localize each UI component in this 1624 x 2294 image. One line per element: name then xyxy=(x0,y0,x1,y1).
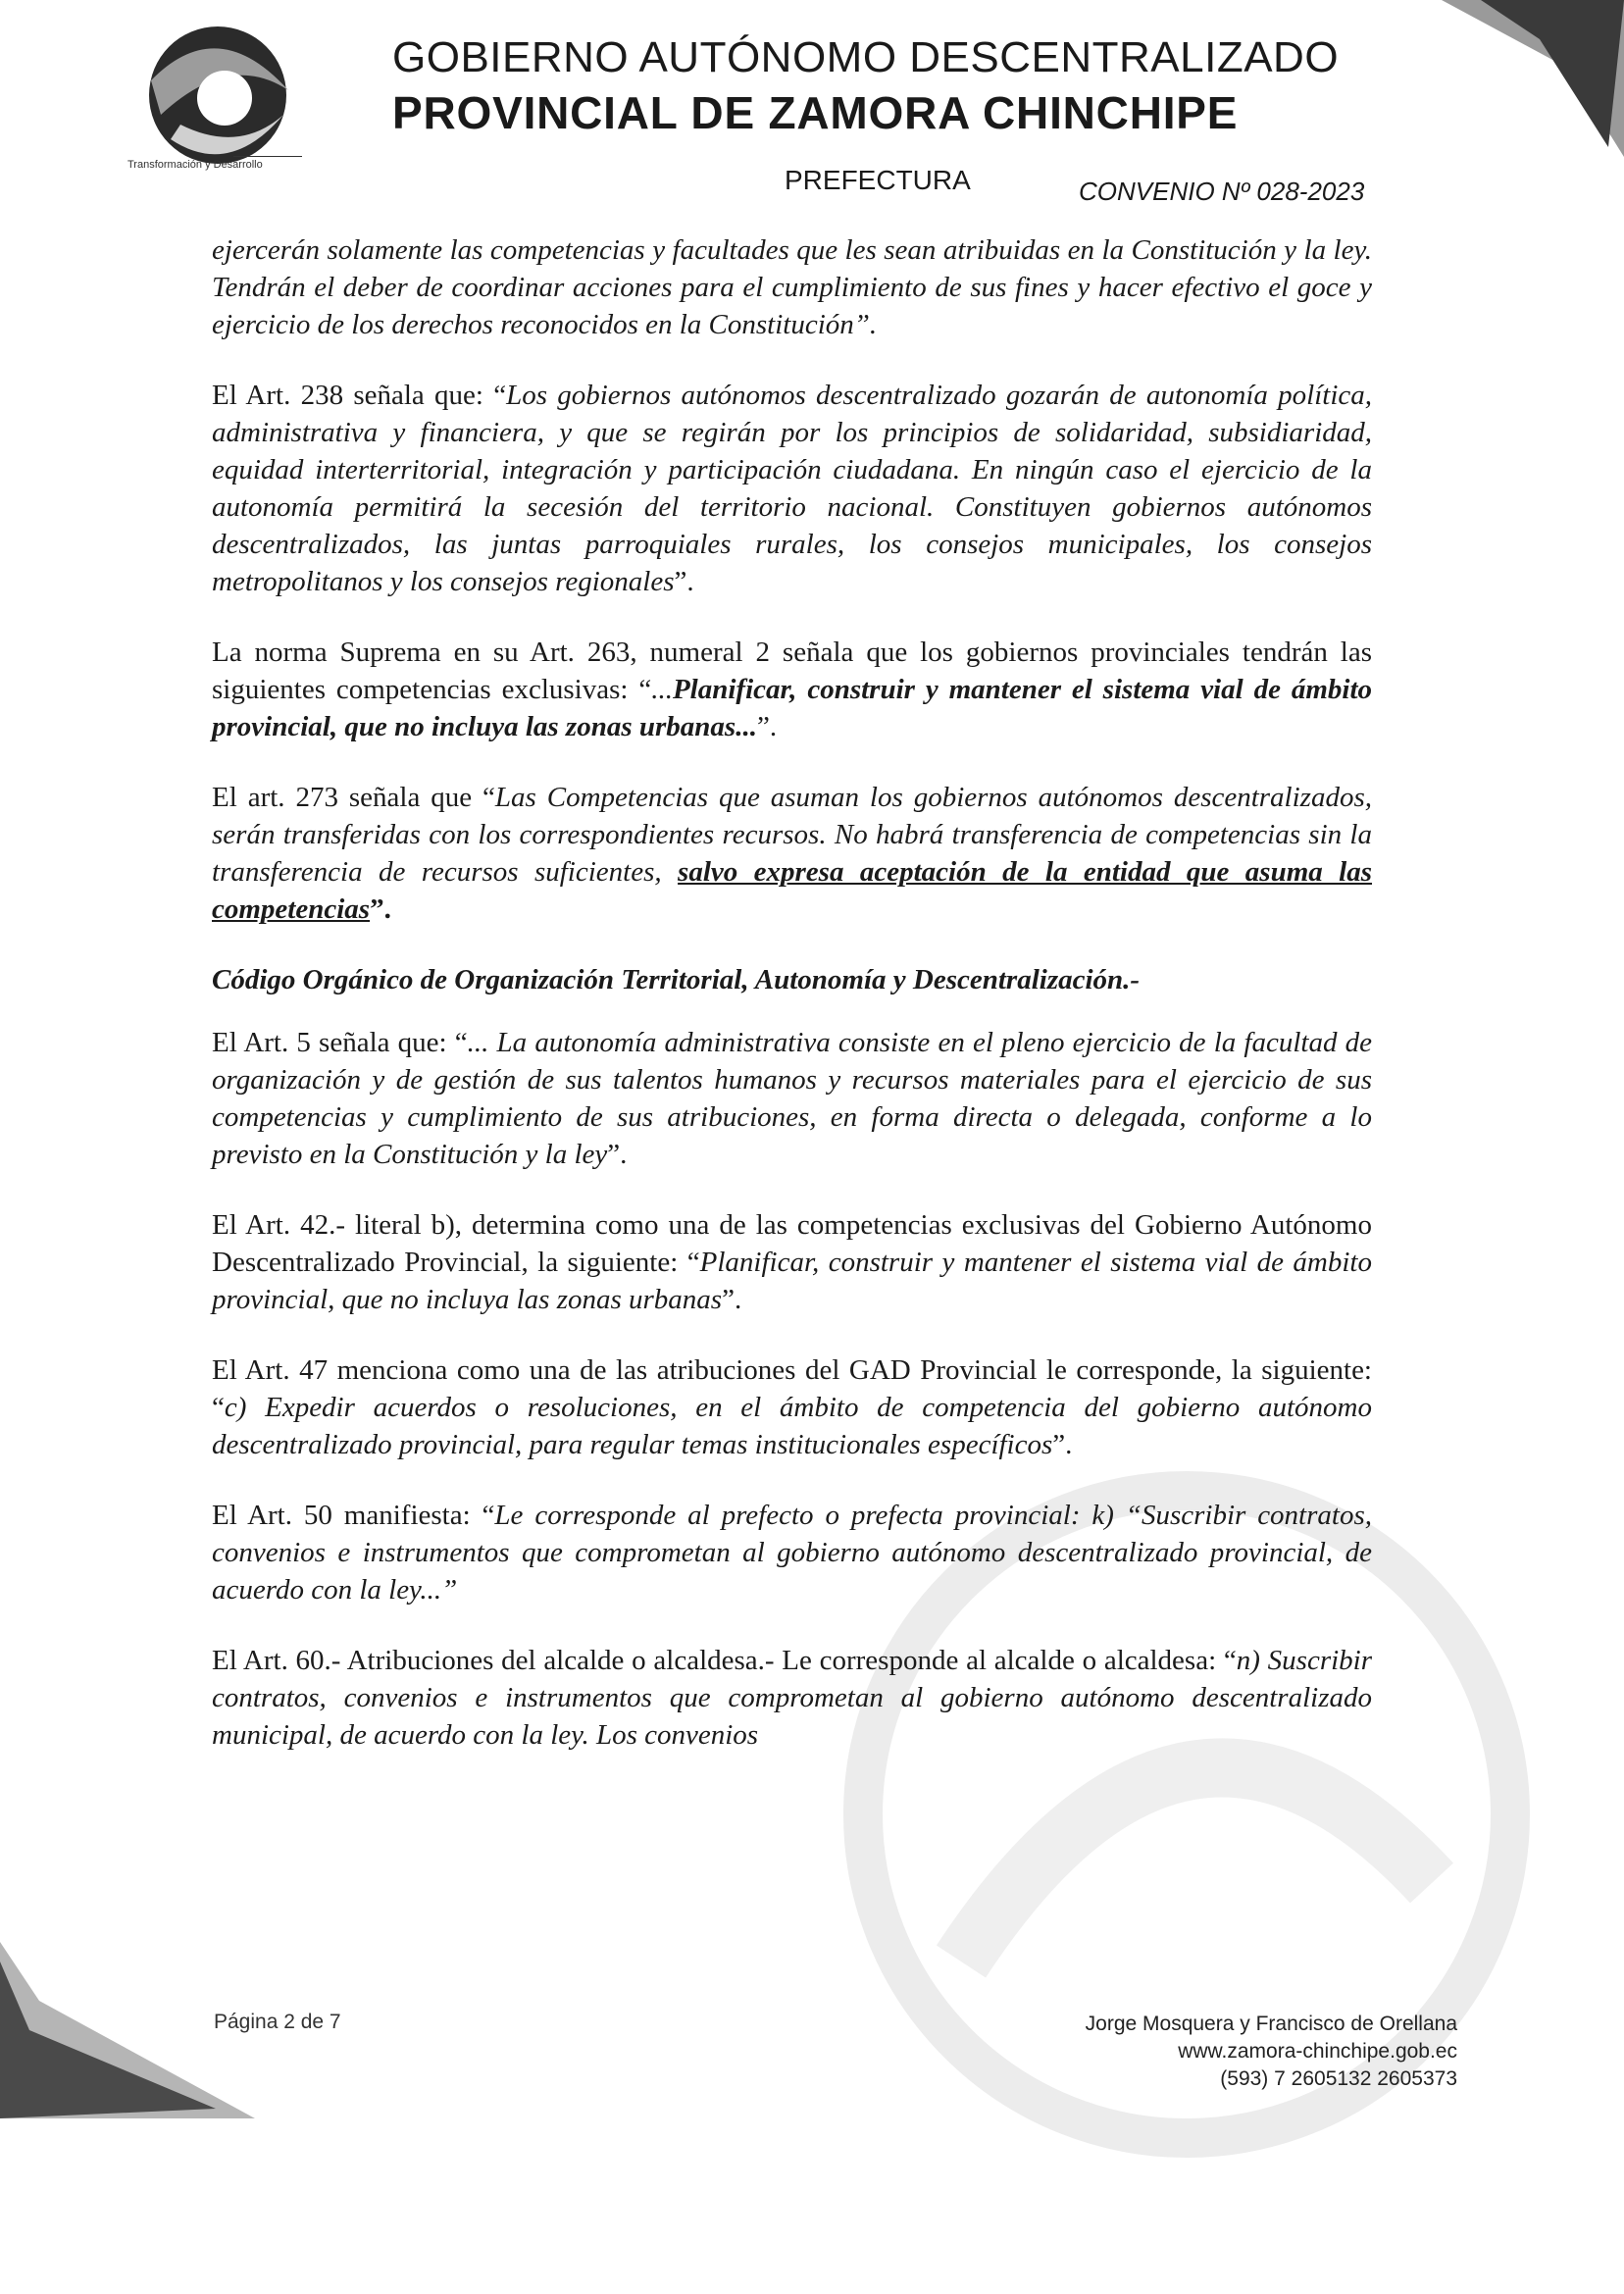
text-segment: Le corresponde al prefecto o prefecta provincial: k) “Suscribir contratos, convenios e instrumentos que comprometan al gobierno autónomo descentralizado provincial, de acuerdo con la ley...” xyxy=(212,1500,1372,1606)
footer-contact xyxy=(1086,2011,1457,2093)
paragraph xyxy=(212,1351,1372,1463)
text-segment: n) Suscribir contratos, convenios e instrumentos que comprometan al gobierno autónomo descentralizado municipal, de acuerdo con la ley. Los convenios xyxy=(212,1645,1373,1751)
paragraph xyxy=(212,1206,1372,1318)
header-title-line1: GOBIERNO AUTÓNOMO DESCENTRALIZADO xyxy=(392,33,1340,81)
text-segment: ... xyxy=(651,674,673,705)
text-segment: El Art. 42.- literal b), determina como una de las competencias exclusivas del Gobierno Autónomo Descentralizado Provincial, la siguiente: “ xyxy=(212,1209,1372,1278)
text-segment: ”. xyxy=(722,1284,742,1315)
text-segment: ”. xyxy=(607,1139,628,1170)
text-segment: c) Expedir acuerdos o resoluciones, en el ámbito de competencia del gobierno autónomo descentralizado provincial, para regular temas institucionales específicos xyxy=(212,1392,1372,1460)
paragraph xyxy=(212,1024,1372,1173)
paragraph xyxy=(212,779,1372,928)
text-segment: El Art. 60.- Atribuciones del alcalde o alcaldesa.- Le corresponde al alcalde o alcaldesa: “ xyxy=(212,1645,1237,1676)
text-segment: ”. xyxy=(370,893,391,925)
corner-decoration-top xyxy=(1422,0,1624,157)
footer-address: Jorge Mosquera y Francisco de Orellana xyxy=(1085,2013,1457,2035)
text-segment: ”. xyxy=(674,566,694,597)
paragraph xyxy=(212,1642,1372,1754)
text-segment: ... La autonomía administrativa consiste en el pleno ejercicio de la facultad de organización y de gestión de sus talentos humanos y recursos materiales para el ejercicio de sus competencias y cumplimiento de sus atribuciones, en forma directa o delegada, conforme a lo previsto en la Constitución y la ley xyxy=(212,1027,1372,1170)
gad-logo-icon xyxy=(122,22,314,169)
footer-website[interactable]: www.zamora-chinchipe.gob.ec xyxy=(1178,2040,1457,2063)
text-segment: ejercerán solamente las competencias y facultades que les sean atribuidas en la Constitución y la ley. Tendrán el deber de coordinar acciones para el cumplimiento de sus fines y hacer efectivo el goce y ejercicio de los derechos reconocidos en la Constitución”. xyxy=(212,234,1372,340)
text-segment: El Art. 238 señala que: “ xyxy=(212,380,507,411)
header-office: PREFECTURA xyxy=(785,165,971,195)
text-segment: Planificar, construir y mantener el sistema vial de ámbito provincial, que no incluya las zonas urbanas... xyxy=(212,674,1372,742)
text-segment: El Art. 50 manifiesta: “ xyxy=(212,1500,495,1531)
text-segment: La norma Suprema en su Art. 263, numeral 2 señala que los gobiernos provinciales tendrán las siguientes competencias exclusivas: “ xyxy=(212,637,1372,705)
text-segment: ”. xyxy=(1052,1429,1073,1460)
paragraph xyxy=(212,231,1372,343)
text-segment: El Art. 47 menciona como una de las atribuciones del GAD Provincial le corresponde, la siguiente: “ xyxy=(212,1354,1372,1423)
convenio-number: CONVENIO Nº 028-2023 xyxy=(1079,177,1365,206)
paragraph xyxy=(212,634,1372,745)
paragraph xyxy=(212,961,1372,998)
page-number: Página 2 de 7 xyxy=(214,2011,341,2033)
footer-phone: (593) 7 2605132 2605373 xyxy=(1220,2067,1457,2090)
text-segment: Las Competencias que asuman los gobiernos autónomos descentralizados, serán transferidas con los correspondientes recursos. No habrá transferencia de competencias sin la transferencia de recursos suficientes, xyxy=(212,782,1372,888)
text-segment: El Art. 5 señala que: “ xyxy=(212,1027,468,1058)
text-segment: Planificar, construir y mantener el sistema vial de ámbito provincial, que no incluya las zonas urbanas xyxy=(212,1247,1372,1315)
text-segment: salvo expresa aceptación de la entidad que asuma las competencias xyxy=(212,856,1372,925)
header-title-line2: PROVINCIAL DE ZAMORA CHINCHIPE xyxy=(392,87,1239,138)
paragraph xyxy=(212,1497,1372,1608)
logo-tagline: Transformación y Desarrollo xyxy=(127,159,263,171)
paragraph xyxy=(212,377,1372,600)
text-segment: El art. 273 señala que “ xyxy=(212,782,495,813)
text-segment: ”. xyxy=(756,711,778,742)
logo-divider xyxy=(233,156,302,157)
text-segment: Código Orgánico de Organización Territorial, Autonomía y Descentralización.- xyxy=(212,964,1141,995)
text-segment: Los gobiernos autónomos descentralizado gozarán de autonomía política, administrativa y financiera, y que se regirán por los principios de solidaridad, subsidiaridad, equidad interterritorial, integración y participación ciudadana. En ningún caso el ejercicio de la autonomía permitirá la secesión del territorio nacional. Constituyen gobiernos autónomos descentralizados, las juntas parroquiales rurales, los consejos municipales, los consejos metropolitanos y los consejos regionales xyxy=(212,380,1372,597)
document-body xyxy=(212,231,1372,1787)
